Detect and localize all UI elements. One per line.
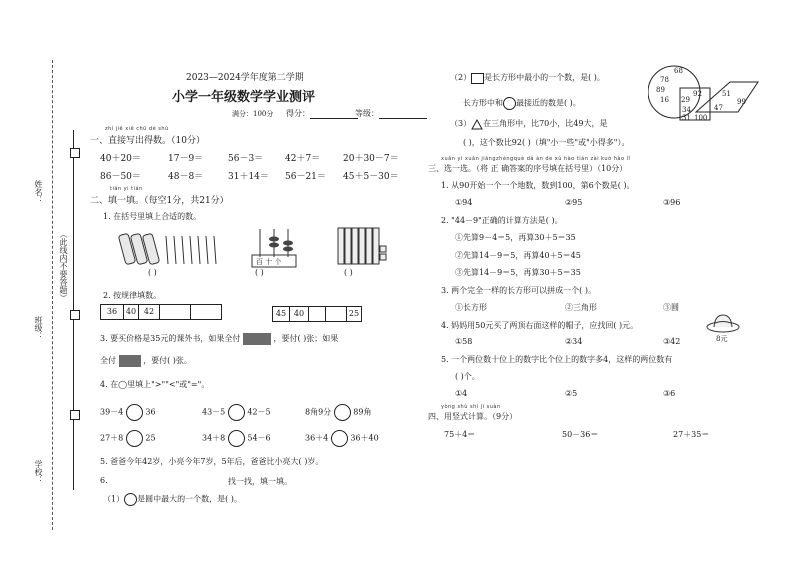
- option[interactable]: ③42: [663, 337, 681, 346]
- rect-number: 29: [681, 96, 690, 104]
- compare-item: 43－5 42－5: [202, 404, 271, 421]
- section-1-title: 一、直接写出得数。（10分）: [90, 136, 205, 146]
- hat-price: 8元: [716, 335, 728, 343]
- answer-paren: ( ): [255, 268, 264, 277]
- option[interactable]: ②95: [565, 198, 583, 207]
- calc-item: 48－8＝: [168, 172, 204, 182]
- option[interactable]: ①4: [455, 389, 468, 398]
- sequence-box: 36: [100, 304, 124, 320]
- sequence-box: 40: [289, 306, 309, 322]
- q3-5-text: 5. 一个两位数十位上的数字比个位上的数字多4，这样的两位数有: [441, 355, 673, 364]
- q2-5-text: 5. 爸爸今年42岁，小亮今年7岁，5年后，爸爸比小亮大( )岁。: [100, 457, 324, 466]
- class-label: 班级：: [34, 316, 43, 340]
- sequence-box: 25: [346, 306, 362, 322]
- cut-line: [52, 60, 53, 530]
- q2-6-3-line2: ( )，这个数比92( )（填"小一些"或"小得多"）。: [463, 138, 630, 147]
- option[interactable]: ②先算14－9＝5，再算40＋5＝45: [455, 251, 581, 260]
- name-label: 姓名：: [34, 180, 43, 204]
- sequence-box[interactable]: [190, 304, 222, 320]
- option[interactable]: ②5: [565, 389, 578, 398]
- section-4-title: 四、用竖式计算。（9分）: [428, 412, 518, 421]
- pinyin: xuǎn yi xuǎn jiāngzhèngquè dá àn de xù hào tián zài kuò hào lǐ: [441, 156, 631, 162]
- option[interactable]: ①94: [455, 198, 473, 207]
- calc-item: 86－50＝: [100, 172, 141, 182]
- q2-2-text: 2. 按规律填数。: [103, 291, 162, 300]
- triangle-number: 99: [737, 98, 746, 106]
- option[interactable]: ③96: [663, 198, 681, 207]
- q2-6-number: 6.: [100, 476, 108, 485]
- abacus-label: 百 十 个: [256, 258, 282, 266]
- q3-1-text: 1. 从90开始一个一个地数，数到100，第6个数是( )。: [441, 181, 635, 190]
- compare-circle[interactable]: [228, 404, 245, 421]
- stick-bundles-image: [118, 228, 228, 268]
- option[interactable]: ①长方形: [455, 303, 487, 312]
- section-2-title: 二、填一填。（每空1分，共21分）: [90, 196, 229, 206]
- q2-6-3-line1: （3） 在三角形中，比70小，比49大，是: [450, 119, 608, 128]
- vertical-calc-item: 27＋35＝: [673, 430, 710, 439]
- sequence-box[interactable]: [308, 306, 326, 322]
- section-3-title: 三、选一选。（将 正 确答案的序号填在括号里）（10分）: [428, 164, 628, 173]
- rect-number: 34: [682, 106, 691, 114]
- option[interactable]: ③圆: [663, 303, 679, 312]
- circle-number: 78: [660, 76, 669, 84]
- binding-marker: [70, 410, 80, 420]
- compare-item: 27＋8 25: [100, 430, 156, 447]
- grade-label: 等级：: [355, 108, 427, 119]
- rect-number: 92: [693, 90, 702, 98]
- school-label: 学校：: [34, 460, 43, 484]
- circle-number: 16: [660, 96, 669, 104]
- answer-paren: ( ): [344, 268, 353, 277]
- circle-number: 68: [674, 67, 683, 75]
- rect-number: 31: [682, 114, 691, 122]
- sequence-box: 42: [138, 304, 160, 320]
- triangle-number: 51: [722, 90, 731, 98]
- sequence-box: 45: [272, 306, 290, 322]
- compare-circle[interactable]: [228, 430, 245, 447]
- no-answer-note: （此线内不要答题）: [59, 230, 68, 302]
- compare-circle[interactable]: [334, 404, 351, 421]
- circle-shape-icon: [124, 493, 137, 506]
- circle-number: 89: [656, 86, 665, 94]
- compare-item: 8角9分 89角: [305, 404, 371, 421]
- q2-6-1-text: （1） 是圆中最大的一个数，是( )。: [103, 493, 242, 506]
- rectangle-shape-icon: [471, 73, 484, 84]
- pinyin: tián yi tián: [110, 186, 143, 192]
- q2-6-title: 找一找，填一填。: [228, 477, 292, 486]
- option[interactable]: ③先算14－9＝5，再算30＋5＝35: [455, 268, 581, 277]
- option[interactable]: ②三角形: [565, 303, 597, 312]
- q2-6-2-line1: （2） 是长方形中最小的一个数，是( )。: [450, 73, 605, 82]
- option[interactable]: ①58: [455, 337, 473, 346]
- counting-blocks-image: [336, 226, 388, 266]
- compare-circle[interactable]: [126, 404, 143, 421]
- q2-6-2-line2: 长方形中和 最接近的数是( )。: [463, 97, 581, 110]
- score-label: 得分：: [286, 108, 358, 119]
- compare-circle[interactable]: [331, 430, 348, 447]
- binding-marker: [70, 148, 80, 158]
- circle-shape-icon: [503, 97, 516, 110]
- hat-image: [706, 311, 740, 333]
- triangle-number: 100: [694, 114, 708, 122]
- q2-1-text: 1. 在括号里填上合适的数。: [103, 212, 202, 221]
- calc-item: 45＋5－30＝: [343, 172, 399, 182]
- q2-3-line2: 全付 ，要付( )张。: [100, 356, 192, 365]
- q2-4-text: 4. 在◯里填上">""<"或"="。: [100, 380, 210, 389]
- compare-item: 36＋4 36＋40: [305, 430, 379, 447]
- option[interactable]: ③6: [663, 389, 676, 398]
- answer-paren: ( ): [148, 268, 157, 277]
- calc-item: 17－9＝: [168, 154, 204, 164]
- banknote-image: [119, 355, 141, 367]
- school-year: 2023—2024学年度第二学期: [186, 73, 304, 83]
- full-score: 满分：100分: [232, 110, 274, 118]
- calc-item: 31＋14＝: [228, 172, 269, 182]
- q2-3-line1: 3. 要买价格是35元的课外书，如果全付 ，要付( )张；如果: [100, 334, 339, 343]
- page-title: 小学一年级数学学业测评: [172, 90, 316, 105]
- pinyin: yòng shù shì jì suàn: [441, 404, 501, 410]
- option[interactable]: ②34: [565, 337, 583, 346]
- vertical-calc-item: 75＋4＝: [444, 430, 476, 439]
- banknote-image: [243, 333, 271, 345]
- vertical-calc-item: 50－36＝: [562, 430, 599, 439]
- calc-item: 42＋7＝: [285, 154, 321, 164]
- triangle-number: 47: [714, 104, 723, 112]
- binding-marker: [70, 310, 80, 320]
- calc-item: 56－21＝: [285, 172, 326, 182]
- sequence-box: 40: [123, 304, 139, 320]
- q3-4-text: 4. 妈妈用50元买了两顶右面这样的帽子，应找回( )元。: [441, 321, 639, 330]
- pinyin: zhí jiē xiě chū dé shù: [105, 126, 169, 132]
- q3-2-text: 2. "44－9"正确的计算方法是( )。: [441, 216, 563, 225]
- triangle-shape-icon: [471, 119, 483, 130]
- compare-item: 34＋8 54－6: [202, 430, 271, 447]
- calc-item: 20＋30－7＝: [343, 154, 399, 164]
- sequence-box[interactable]: [159, 304, 191, 320]
- calc-item: 56－3＝: [228, 154, 264, 164]
- q3-3-text: 3. 两个完全一样的长方形可以拼成一个( )。: [441, 286, 596, 295]
- compare-item: 39－4 36: [100, 404, 156, 421]
- calc-item: 40＋20＝: [100, 154, 141, 164]
- q3-5-text-cont: ( )个。: [455, 372, 480, 381]
- sequence-box[interactable]: [325, 306, 347, 322]
- compare-circle[interactable]: [126, 430, 143, 447]
- option[interactable]: ①先算9－4＝5，再算30＋5＝35: [455, 233, 576, 242]
